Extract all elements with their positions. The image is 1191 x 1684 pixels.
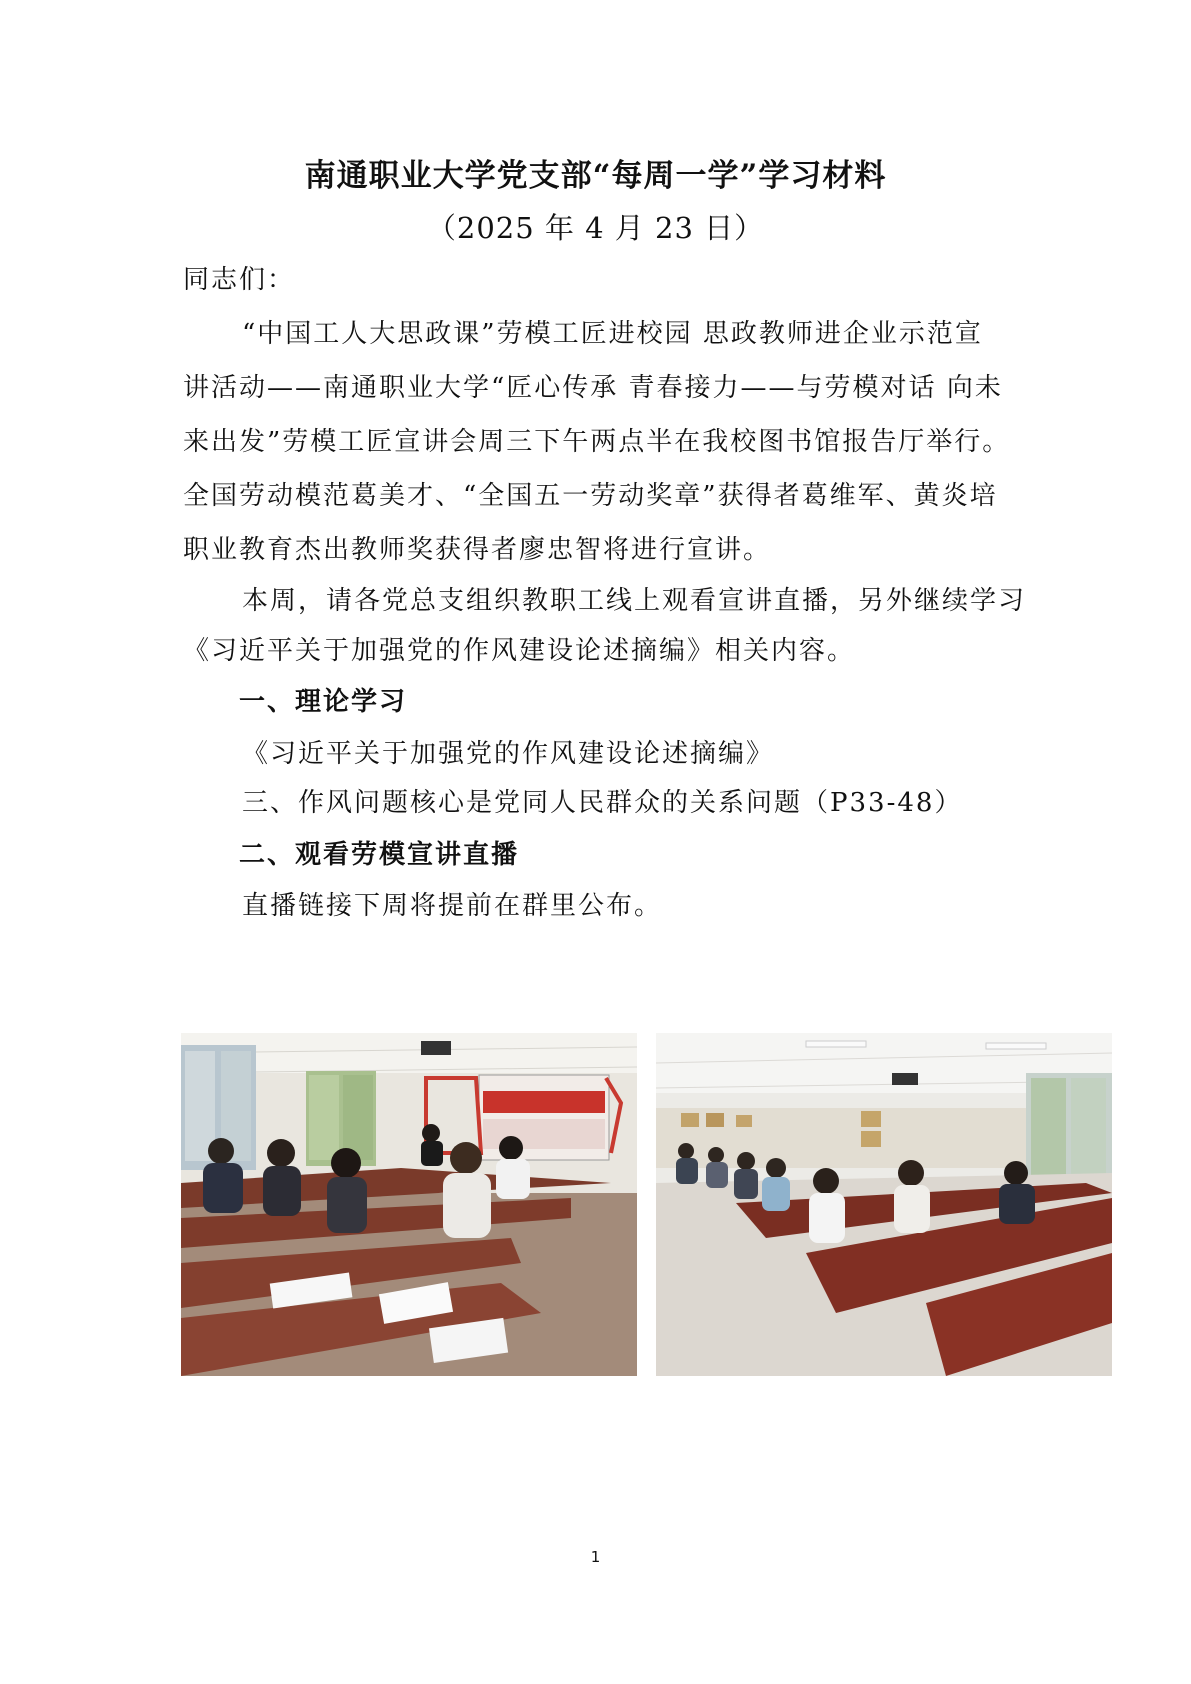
document-title: 南通职业大学党支部“每周一学”学习材料	[304, 158, 887, 194]
salutation: 同志们：	[183, 265, 296, 295]
paragraph2-line1: 本周，请各党总支组织教职工线上观看宣讲直播，另外继续学习	[242, 586, 1027, 616]
lecture-photo-right	[656, 1033, 1112, 1376]
section2-heading: 二、观看劳模宣讲直播	[239, 840, 520, 870]
paragraph1-line3: 来出发”劳模工匠宣讲会周三下午两点半在我校图书馆报告厅举行。	[183, 427, 1011, 457]
paragraph2-line2: 《习近平关于加强党的作风建设论述摘编》相关内容。	[183, 636, 856, 666]
lecture-photo-left	[181, 1033, 637, 1376]
paragraph1-line4: 全国劳动模范葛美才、“全国五一劳动奖章”获得者葛维军、黄炎培	[183, 481, 998, 511]
paragraph1-line1: “中国工人大思政课”劳模工匠进校园 思政教师进企业示范宣	[242, 319, 983, 349]
section1-heading: 一、理论学习	[239, 687, 408, 717]
section1-chapter: 三、作风问题核心是党同人民群众的关系问题（P33-48）	[242, 788, 963, 818]
section1-book: 《习近平关于加强党的作风建设论述摘编》	[242, 739, 775, 769]
paragraph1-line2: 讲活动——南通职业大学“匠心传承 青春接力——与劳模对话 向未	[183, 373, 1003, 403]
paragraph1-line5: 职业教育杰出教师奖获得者廖忠智将进行宣讲。	[183, 535, 772, 565]
document-date: （2025 年 4 月 23 日）	[426, 211, 765, 245]
section2-body: 直播链接下周将提前在群里公布。	[242, 891, 663, 921]
page-number: 1	[590, 1548, 601, 1566]
